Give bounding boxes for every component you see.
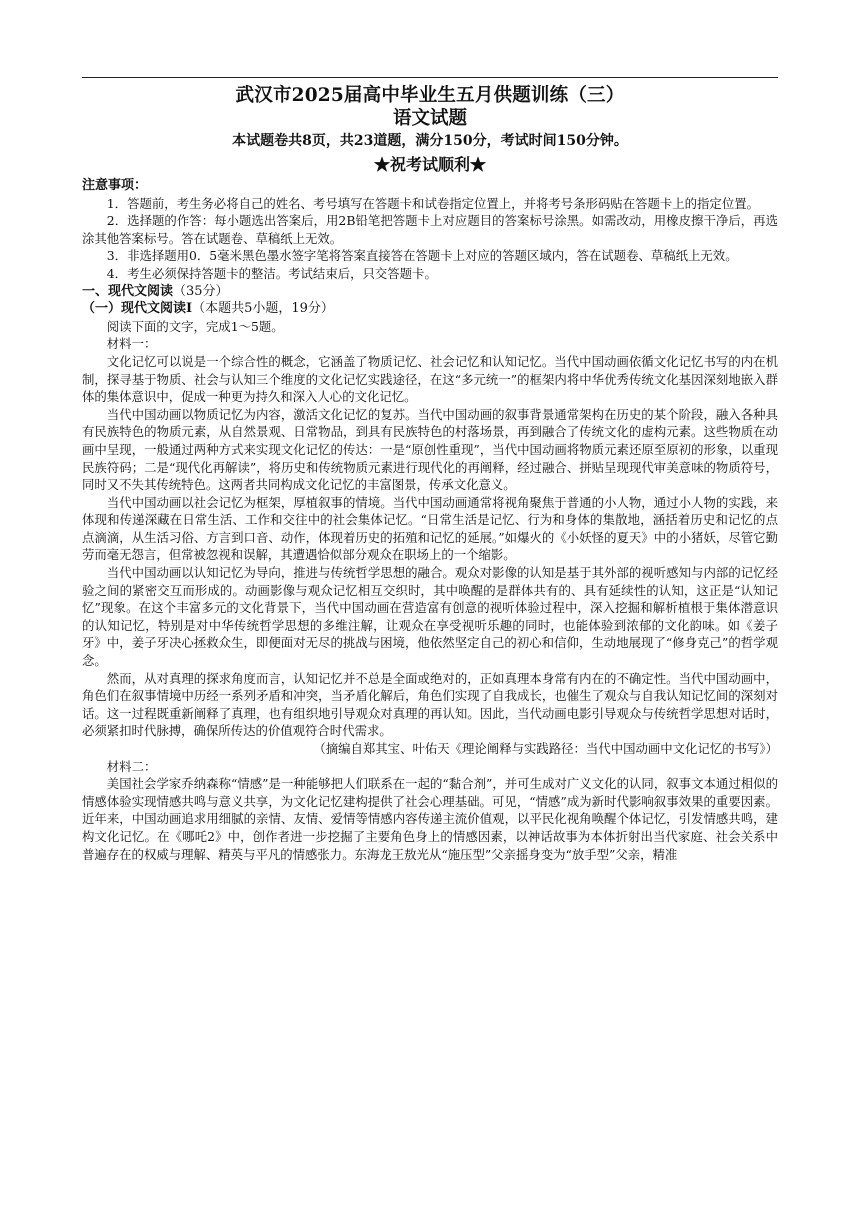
exam-info: 本试题卷共8页，共23道题，满分150分，考试时间150分钟。 bbox=[232, 133, 628, 149]
part-title: （一）现代文阅读Ⅰ bbox=[82, 301, 193, 317]
material-label: 材料一： bbox=[106, 336, 157, 352]
paragraph: 文化记忆可以说是一个综合性的概念，它涵盖了物质记忆、社会记忆和认知记忆。当代中国动画依循文化记忆书写的内在机制，探寻基于物质、社会与认知三个维度的文化记忆实践途径，在这“多元统一”的框架内将中华优秀传统文化基因深刻地嵌入群体的集体意识中，促成一种更为持久和深入人心的文化记忆。 bbox=[82, 353, 778, 405]
part-meta: （本题共5小题，19分） bbox=[192, 301, 334, 317]
notice-item: 4．考生必须保持答题卡的整洁。考试结束后，只交答题卡。 bbox=[106, 265, 437, 281]
notice-item: 3．非选择题用0．5毫米黑色墨水签字笔将答案直接答在答题卡上对应的答题区域内，答在试题卷、草稿纸上无效。 bbox=[106, 248, 738, 264]
paragraph: 然而，从对真理的探求角度而言，认知记忆并不总是全面或绝对的，正如真理本身常有内在的不确定性。当代中国动画中，角色们在叙事情境中历经一系列矛盾和冲突，当矛盾化解后，角色们实现了自我成长，也催生了观众与自我认知记忆间的深刻对话。这一过程既重新阐释了真理，也有组织地引导观众对真理的再认知。因此，当代动画电影引导观众与传统哲学思想对话时，必须紧扣时代脉搏，确保所传达的价值观符合时代需求。 bbox=[82, 670, 778, 739]
material-label: 材料二： bbox=[106, 758, 157, 774]
exam-subject: 语文试题 bbox=[392, 108, 467, 129]
paragraph: 当代中国动画以社会记忆为框架，厚植叙事的情境。当代中国动画通常将视角聚焦于普通的小人物，通过小人物的实践，来体现和传递深藏在日常生活、工作和交往中的社会集体记忆。“日常生活是记忆、行为和身体的集散地，涵括着历史和记忆的点点滴滴，从生活习俗、方言到口音、动作，体现着历史的拓殖和记忆的延展。”如爆火的《小妖怪的夏天》中的小猪妖，尽管它勤劳而毫无怨言，但常被忽视和误解，其遭遇恰似部分观众在职场上的一个缩影。 bbox=[82, 494, 778, 563]
part-heading bbox=[82, 300, 778, 318]
paragraph: 美国社会学家乔纳森称“情感”是一种能够把人们联系在一起的“黏合剂”，并可生成对广义文化的认同，叙事文本通过相似的情感体验实现情感共鸣与意义共享，为文化记忆建构提供了社会心理基础。可见，“情感”成为新时代影响叙事效果的重要因素。近年来，中国动画追求用细腻的亲情、友情、爱情等情感内容传递主流价值观，以平民化视角唤醒个体记忆，引发情感共鸣，建构文化记忆。在《哪吒2》中，创作者进一步挖掘了主要角色身上的情感因素，以神话故事为本体折射出当代家庭、社会关系中普遍存在的权威与理解、精英与平凡的情感张力。东海龙王敖光从“施压型”父亲摇身变为“放手型”父亲，精准 bbox=[82, 776, 778, 862]
paragraph: 当代中国动画以认知记忆为导向，推进与传统哲学思想的融合。观众对影像的认知是基于其外部的视听感知与内部的记忆经验之间的紧密交互而形成的。动画影像与观众记忆相互交织时，其中唤醒的是群体共有的、具有延续性的认知，这正是“认知记忆”现象。在这个丰富多元的文化背景下，当代中国动画在营造富有创意的视听体验过程中，深入挖掘和解析植根于集体潜意识的认知记忆，特别是对中华传统哲学思想的多维注解，让观众在享受视听乐趣的同时，也能体验到浓郁的文化韵味。如《姜子牙》中，姜子牙决心拯救众生，即便面对无尽的挑战与困境，他依然坚定自己的初心和信仰，生动地展现了“修身克己”的哲学观念。 bbox=[82, 565, 778, 669]
section-heading bbox=[82, 283, 778, 301]
section-title: 一、现代文阅读 bbox=[82, 283, 174, 299]
notice-item: 1．答题前，考生务必将自己的姓名、考号填写在答题卡和试卷指定位置上，并将考号条形码贴在答题卡上的指定位置。 bbox=[106, 195, 759, 211]
notice-item: 2．选择题的作答：每小题选出答案后，用2B铅笔把答题卡上对应题目的答案标号涂黑。如需改动，用橡皮擦干净后，再选涂其他答案标号。答在试题卷、草稿纸上无效。 bbox=[82, 213, 778, 246]
paragraph: 当代中国动画以物质记忆为内容，激活文化记忆的复苏。当代中国动画的叙事背景通常架构在历史的某个阶段，融入各种具有民族特色的物质元素，从自然景观、日常物品，到具有民族特色的村落场景，再到融合了传统文化的虚构元素。这些物质在动画中呈现，一般通过两种方式来实现文化记忆的传达：一是“原创性重现”，当代中国动画将物质元素还原至原初的形象，以重现民族符码；二是“现代化再解读”，将历史和传统物质元素进行现代化的再阐释，经过融合、拼贴呈现现代审美意味的物质符号，同时又不失其传统特色。这两者共同构成文化记忆的丰富图景，传承文化意义。 bbox=[82, 406, 778, 493]
source-citation: （摘编自郑其宝、叶佑天《理论阐释与实践路径：当代中国动画中文化记忆的书写》） bbox=[313, 741, 778, 756]
instruction: 阅读下面的文字，完成1～5题。 bbox=[106, 318, 284, 334]
section-score: （35分） bbox=[173, 283, 229, 299]
notice-heading: 注意事项： bbox=[82, 178, 148, 193]
exam-wish: ★祝考试顺利★ bbox=[373, 155, 486, 174]
exam-title: 武汉市2025届高中毕业生五月供题训练（三） bbox=[235, 85, 625, 106]
exam-page bbox=[82, 72, 778, 863]
